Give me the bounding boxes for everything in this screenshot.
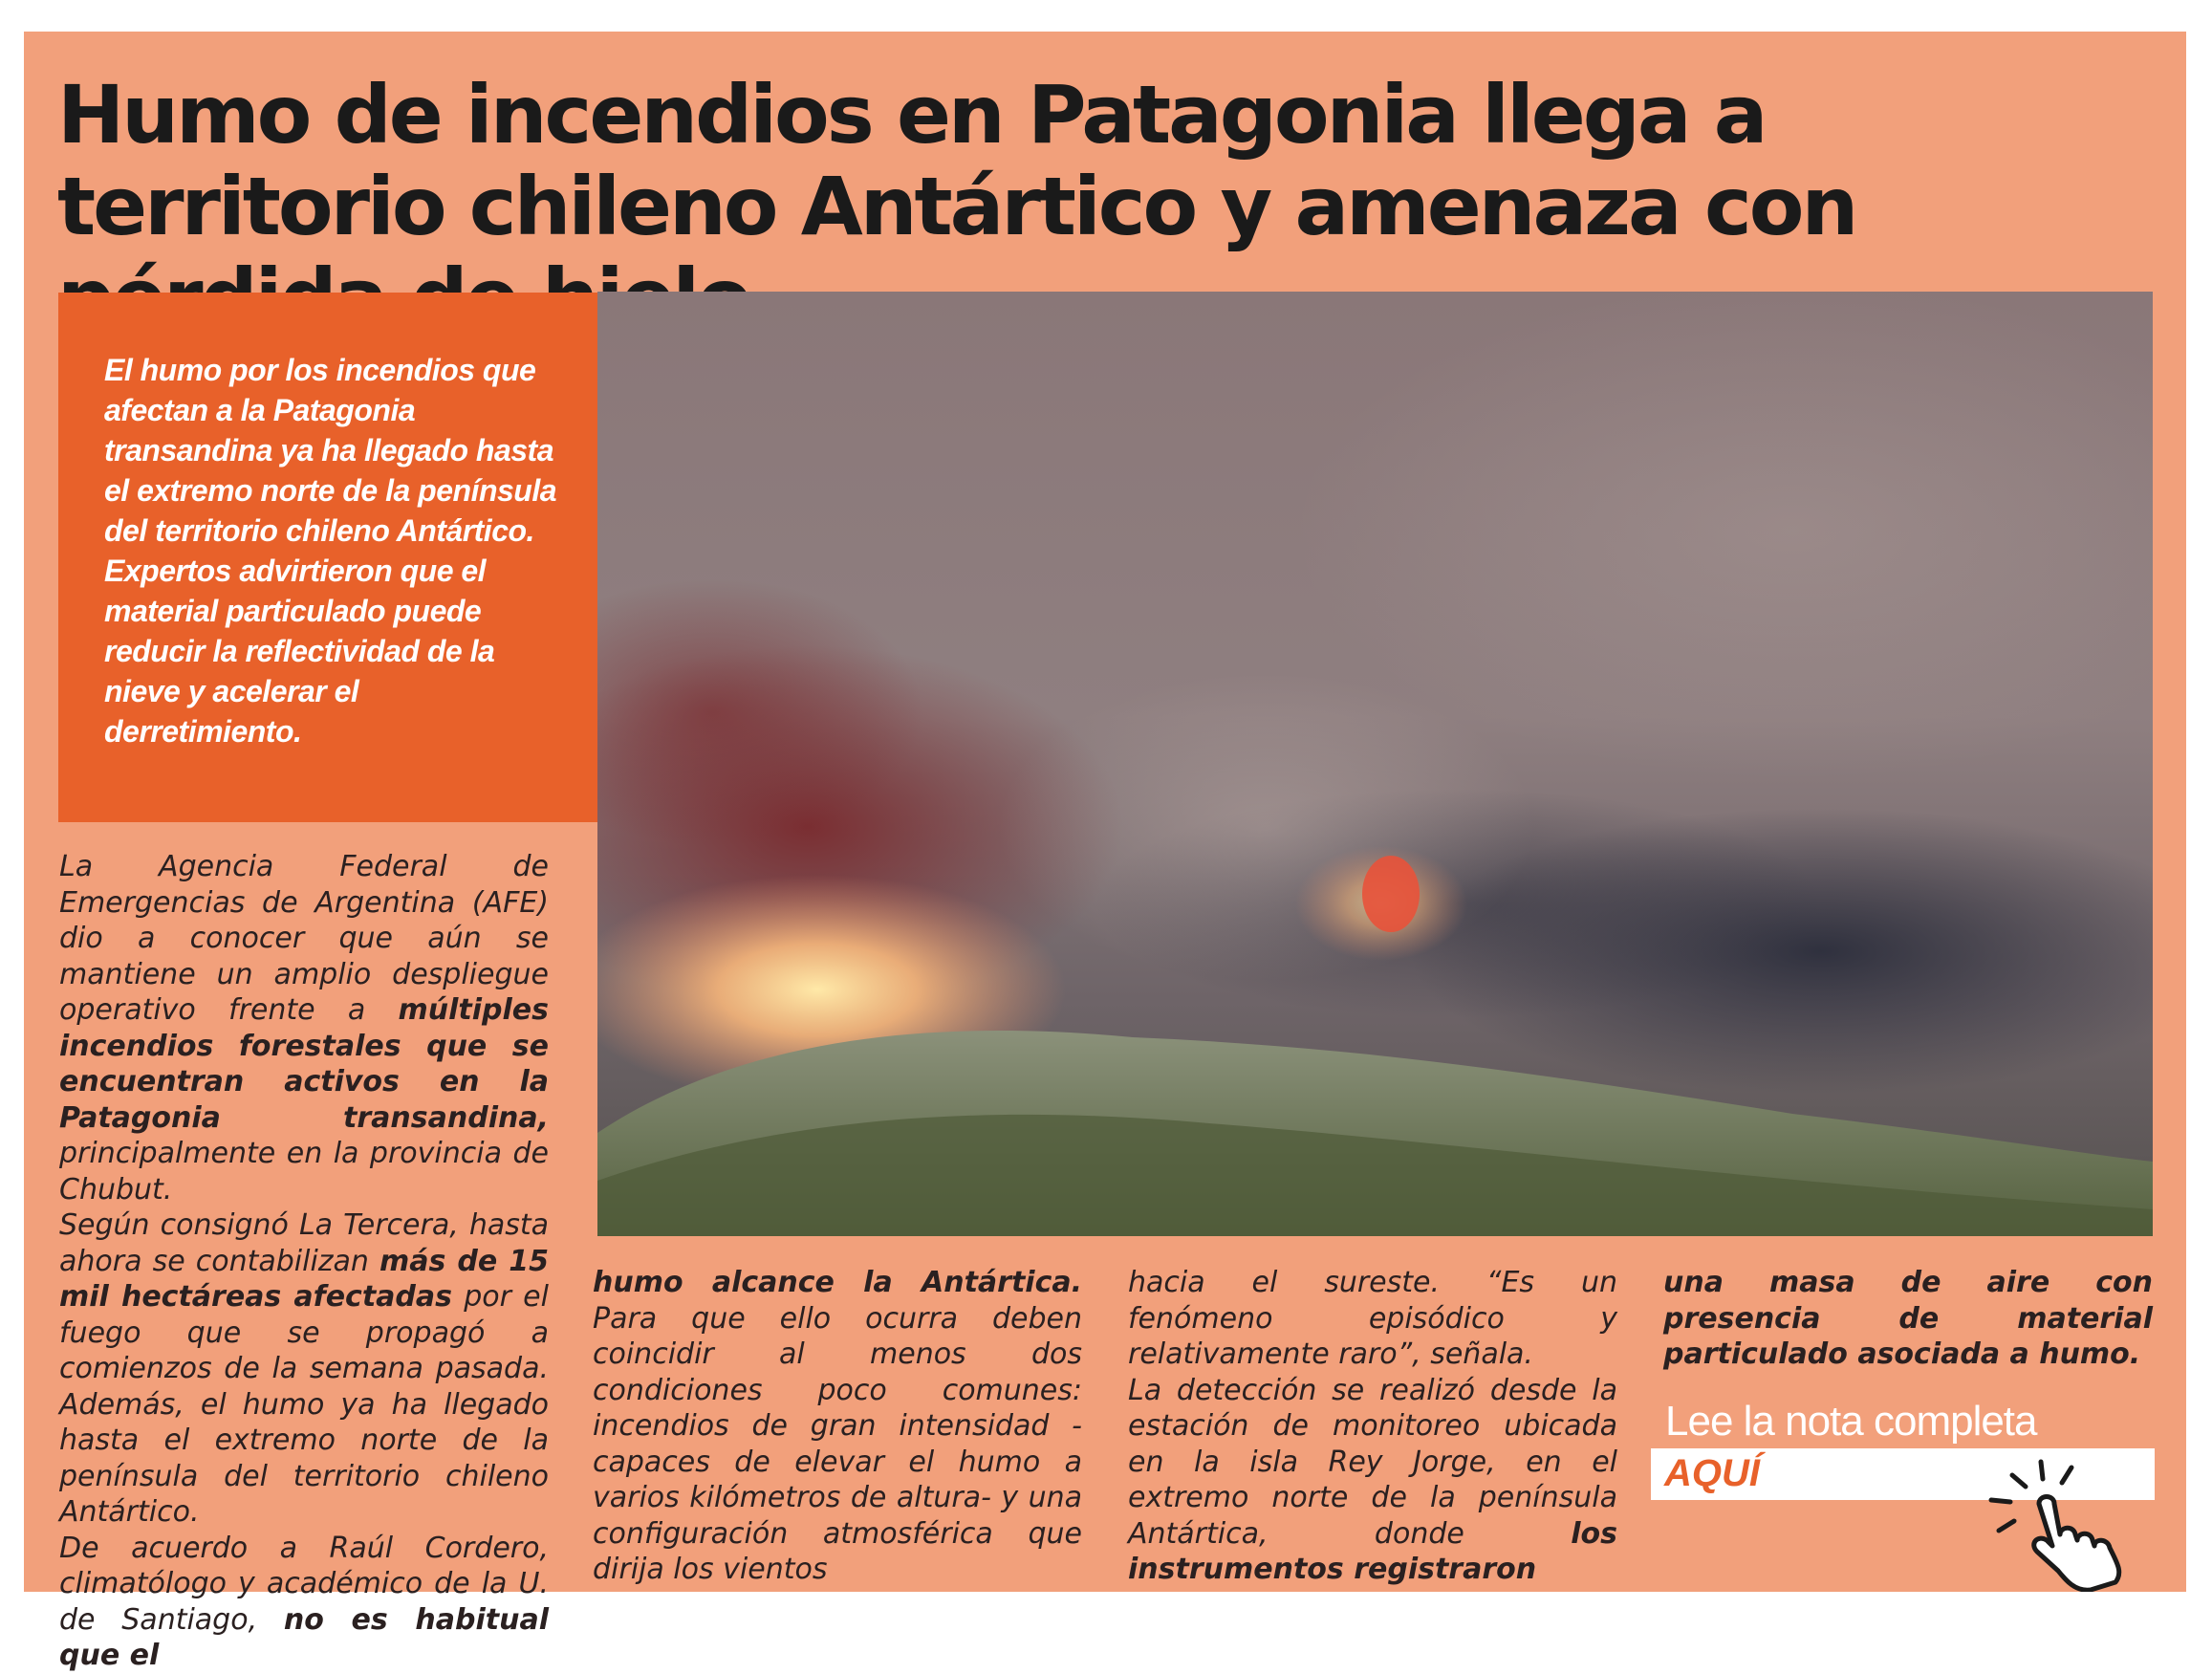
wildfire-photo [597, 292, 2153, 1236]
body-column-2: humo alcance la Antártica. Para que ello ocurra deben coincidir al menos dos condiciones poco comunes: incendios de gran intensidad -capaces de elevar el humo a varios kilómetros de altura- y una configuración atmosférica que dirija los vientos [593, 1266, 1082, 1586]
read-more-title: Lee la nota completa [1665, 1398, 2037, 1445]
body-column-1: La Agencia Federal de Emergencias de Argentina (AFE) dio a conocer que aún se mantiene un amplio despliegue operativo frente a múltiples incendios forestales que se encuentran activos en la Patagonia transandina, principalmente en la provincia de Chubut. Según consignó La Tercera, hasta ahora se contabilizan más de 15 mil hectáreas afectadas por el fuego que se propagó a comienzos de la semana pasada. Además, el humo ya ha llegado hasta el extremo norte de la península del territorio chileno Antártico. De acuerdo a Raúl Cordero, climatólogo y académico de la U. de Santiago, no es habitual que el [59, 850, 549, 1672]
read-more-label: AQUÍ [1664, 1452, 1760, 1494]
body-column-3: hacia el sureste. “Es un fenómeno episódico y relativamente raro”, señala. La detección se realizó desde la estación de monitoreo ubicada en la isla Rey Jorge, en el extremo norte de la península Antártica, donde los instrumentos registraron [1128, 1266, 1617, 1586]
lead-box [58, 293, 601, 822]
headline: Humo de incendios en Patagonia llega a territorio chileno Antártico y amenaza con [57, 68, 1856, 253]
body-column-4: una masa de aire con presencia de material particulado asociada a humo. [1663, 1266, 2153, 1371]
lead-text: El humo por los incendios que afectan a la Patagonia transandina ya ha llegado hasta el extremo norte de la península del territorio chileno Antártico. Expertos advirtieron que el material particulado puede reducir la reflectividad de la nieve y acelerar el derretimiento. [104, 353, 557, 749]
pointing-hand-icon [1984, 1458, 2156, 1592]
